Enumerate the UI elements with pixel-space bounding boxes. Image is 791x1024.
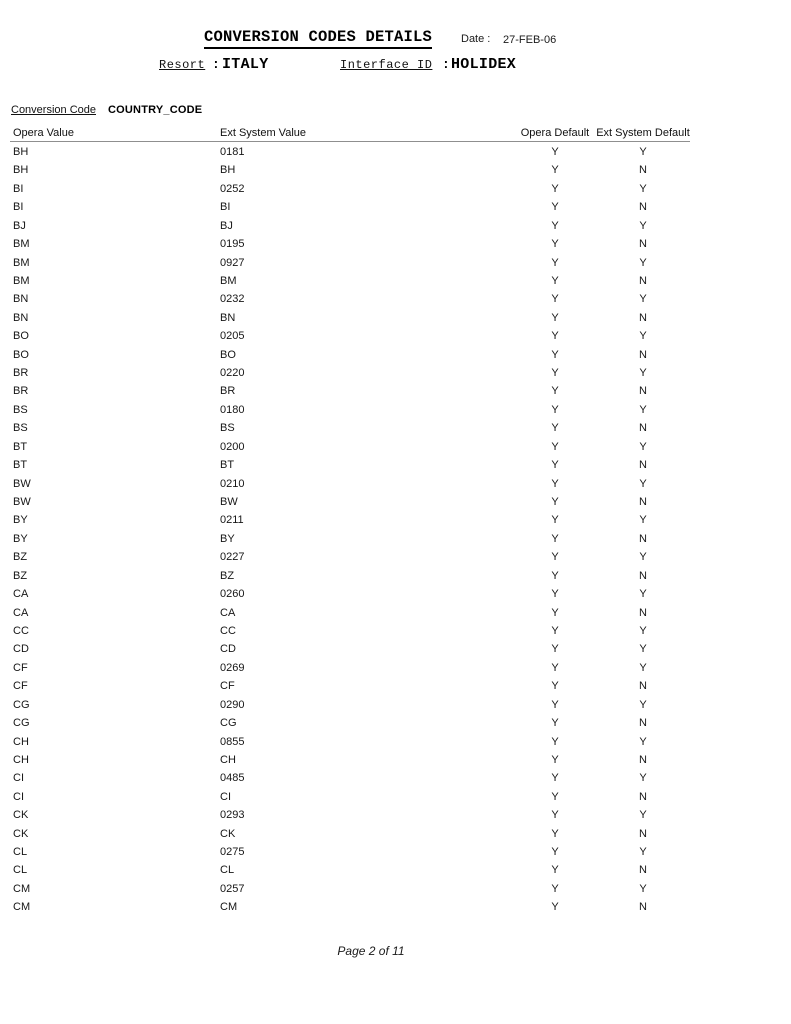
ext-system-default-cell: N bbox=[639, 164, 647, 177]
ext-system-default-cell: Y bbox=[639, 146, 647, 158]
ext-system-default-cell: Y bbox=[639, 624, 647, 637]
table-row bbox=[0, 659, 791, 677]
opera-value-cell: CG bbox=[13, 717, 30, 730]
table-row bbox=[0, 143, 791, 161]
opera-value-cell: CA bbox=[13, 588, 29, 601]
table-row bbox=[0, 382, 791, 400]
opera-default-cell: Y bbox=[551, 422, 559, 435]
opera-default-cell: Y bbox=[551, 514, 559, 527]
opera-default-cell: Y bbox=[551, 477, 559, 490]
ext-system-value-cell: CK bbox=[220, 827, 236, 840]
opera-value-cell: CD bbox=[13, 643, 29, 656]
table-row bbox=[0, 861, 791, 879]
opera-value-cell: BJ bbox=[13, 219, 26, 232]
ext-system-default-cell: N bbox=[639, 459, 647, 472]
ext-system-value-cell: 0232 bbox=[220, 293, 245, 306]
resort-value: ITALY bbox=[222, 56, 269, 73]
table-row bbox=[0, 640, 791, 658]
ext-system-default-cell: Y bbox=[639, 551, 647, 564]
ext-system-value-cell: 0260 bbox=[220, 588, 245, 601]
resort-colon: : bbox=[212, 57, 220, 72]
opera-default-cell: Y bbox=[551, 219, 559, 232]
ext-system-value-cell: 0290 bbox=[220, 698, 245, 711]
ext-system-value-cell: BS bbox=[220, 422, 235, 435]
table-row bbox=[0, 530, 791, 548]
ext-system-value-cell: BT bbox=[220, 459, 235, 472]
ext-system-default-cell: Y bbox=[639, 698, 647, 711]
opera-value-cell: CL bbox=[13, 846, 28, 859]
opera-value-cell: CG bbox=[13, 698, 30, 711]
table-row bbox=[0, 290, 791, 308]
opera-value-cell: BZ bbox=[13, 569, 28, 582]
ext-system-default-cell: Y bbox=[639, 256, 647, 269]
table-row bbox=[0, 567, 791, 585]
opera-default-cell: Y bbox=[551, 330, 559, 343]
opera-value-cell: BT bbox=[13, 440, 28, 453]
opera-value-cell: CK bbox=[13, 827, 29, 840]
ext-system-default-cell: Y bbox=[639, 735, 647, 748]
table-row bbox=[0, 217, 791, 235]
ext-system-default-cell: Y bbox=[639, 219, 647, 232]
opera-value-cell: BI bbox=[13, 201, 24, 214]
page-title: CONVERSION CODES DETAILS bbox=[204, 29, 432, 49]
opera-default-cell: Y bbox=[551, 551, 559, 564]
opera-default-cell: Y bbox=[551, 201, 559, 214]
opera-default-cell: Y bbox=[551, 864, 559, 877]
opera-default-cell: Y bbox=[551, 790, 559, 803]
ext-system-value-cell: 0293 bbox=[220, 809, 245, 822]
opera-default-cell: Y bbox=[551, 846, 559, 859]
opera-default-cell: Y bbox=[551, 293, 559, 306]
opera-value-cell: CA bbox=[13, 606, 29, 619]
ext-system-value-cell: 0200 bbox=[220, 440, 245, 453]
ext-system-value-cell: BI bbox=[220, 201, 231, 214]
ext-system-default-cell: N bbox=[639, 790, 647, 803]
table-row bbox=[0, 714, 791, 732]
resort-label: Resort bbox=[159, 58, 206, 72]
table-row bbox=[0, 806, 791, 824]
interface-id-label: Interface ID bbox=[340, 58, 433, 72]
table-row bbox=[0, 788, 791, 806]
column-header-opera-default: Opera Default bbox=[520, 127, 590, 139]
opera-value-cell: BN bbox=[13, 311, 29, 324]
opera-value-cell: CC bbox=[13, 624, 29, 637]
ext-system-value-cell: BH bbox=[220, 164, 236, 177]
ext-system-default-cell: N bbox=[639, 864, 647, 877]
ext-system-default-cell: N bbox=[639, 201, 647, 214]
opera-default-cell: Y bbox=[551, 238, 559, 251]
ext-system-value-cell: CC bbox=[220, 624, 236, 637]
opera-default-cell: Y bbox=[551, 311, 559, 324]
date-label: Date : bbox=[461, 33, 491, 45]
ext-system-default-cell: Y bbox=[639, 643, 647, 656]
opera-default-cell: Y bbox=[551, 624, 559, 637]
opera-default-cell: Y bbox=[551, 643, 559, 656]
opera-default-cell: Y bbox=[551, 680, 559, 693]
opera-default-cell: Y bbox=[551, 146, 559, 158]
opera-default-cell: Y bbox=[551, 717, 559, 730]
ext-system-default-cell: Y bbox=[639, 661, 647, 674]
ext-system-default-cell: N bbox=[639, 606, 647, 619]
opera-value-cell: BZ bbox=[13, 551, 28, 564]
ext-system-default-cell: Y bbox=[639, 293, 647, 306]
opera-default-cell: Y bbox=[551, 256, 559, 269]
interface-id-colon: : bbox=[442, 57, 450, 72]
opera-default-cell: Y bbox=[551, 348, 559, 361]
column-header-ext-system-default: Ext System Default bbox=[596, 127, 690, 139]
ext-system-default-cell: N bbox=[639, 753, 647, 766]
opera-default-cell: Y bbox=[551, 274, 559, 287]
ext-system-default-cell: N bbox=[639, 532, 647, 545]
table-body bbox=[0, 143, 791, 917]
opera-value-cell: CH bbox=[13, 753, 29, 766]
column-header-ext-system-value: Ext System Value bbox=[220, 127, 306, 139]
opera-default-cell: Y bbox=[551, 569, 559, 582]
page-number: Page 2 of 11 bbox=[337, 944, 405, 958]
ext-system-default-cell: Y bbox=[639, 882, 647, 895]
table-row bbox=[0, 419, 791, 437]
ext-system-value-cell: BY bbox=[220, 532, 235, 545]
opera-value-cell: BO bbox=[13, 348, 29, 361]
opera-value-cell: CI bbox=[13, 772, 24, 785]
ext-system-value-cell: 0269 bbox=[220, 661, 245, 674]
table-row bbox=[0, 880, 791, 898]
table-row bbox=[0, 272, 791, 290]
ext-system-default-cell: N bbox=[639, 348, 647, 361]
opera-value-cell: BN bbox=[13, 293, 29, 306]
opera-default-cell: Y bbox=[551, 588, 559, 601]
table-row bbox=[0, 769, 791, 787]
ext-system-value-cell: BN bbox=[220, 311, 236, 324]
interface-id-value: HOLIDEX bbox=[451, 56, 517, 73]
ext-system-value-cell: 0220 bbox=[220, 367, 245, 380]
ext-system-value-cell: 0257 bbox=[220, 882, 245, 895]
opera-value-cell: BR bbox=[13, 385, 29, 398]
ext-system-value-cell: BW bbox=[220, 496, 238, 509]
ext-system-default-cell: Y bbox=[639, 772, 647, 785]
opera-value-cell: CH bbox=[13, 735, 29, 748]
ext-system-value-cell: 0927 bbox=[220, 256, 245, 269]
ext-system-default-cell: N bbox=[639, 422, 647, 435]
ext-system-default-cell: Y bbox=[639, 440, 647, 453]
table-row bbox=[0, 180, 791, 198]
ext-system-value-cell: 0275 bbox=[220, 846, 245, 859]
ext-system-default-cell: Y bbox=[639, 846, 647, 859]
opera-value-cell: BT bbox=[13, 459, 28, 472]
ext-system-value-cell: BJ bbox=[220, 219, 233, 232]
ext-system-default-cell: Y bbox=[639, 330, 647, 343]
conversion-code-value: COUNTRY_CODE bbox=[108, 104, 203, 116]
table-row bbox=[0, 548, 791, 566]
ext-system-value-cell: CI bbox=[220, 790, 231, 803]
ext-system-default-cell: N bbox=[639, 827, 647, 840]
ext-system-default-cell: N bbox=[639, 274, 647, 287]
ext-system-default-cell: N bbox=[639, 385, 647, 398]
ext-system-default-cell: Y bbox=[639, 809, 647, 822]
table-row bbox=[0, 733, 791, 751]
conversion-code-label: Conversion Code bbox=[11, 104, 96, 116]
ext-system-value-cell: BM bbox=[220, 274, 237, 287]
opera-value-cell: CM bbox=[13, 901, 31, 914]
table-row bbox=[0, 364, 791, 382]
table-row bbox=[0, 254, 791, 272]
ext-system-value-cell: 0855 bbox=[220, 735, 245, 748]
ext-system-default-cell: Y bbox=[639, 182, 647, 195]
opera-default-cell: Y bbox=[551, 164, 559, 177]
opera-value-cell: CI bbox=[13, 790, 24, 803]
table-row bbox=[0, 438, 791, 456]
opera-default-cell: Y bbox=[551, 440, 559, 453]
table-row bbox=[0, 677, 791, 695]
opera-value-cell: CM bbox=[13, 882, 31, 895]
opera-default-cell: Y bbox=[551, 882, 559, 895]
ext-system-default-cell: Y bbox=[639, 403, 647, 416]
table-row bbox=[0, 327, 791, 345]
opera-value-cell: BW bbox=[13, 477, 31, 490]
table-row bbox=[0, 585, 791, 603]
opera-value-cell: BH bbox=[13, 146, 29, 158]
opera-default-cell: Y bbox=[551, 827, 559, 840]
opera-default-cell: Y bbox=[551, 772, 559, 785]
opera-default-cell: Y bbox=[551, 606, 559, 619]
table-row bbox=[0, 401, 791, 419]
opera-default-cell: Y bbox=[551, 753, 559, 766]
table-row bbox=[0, 825, 791, 843]
ext-system-default-cell: Y bbox=[639, 367, 647, 380]
opera-default-cell: Y bbox=[551, 532, 559, 545]
table-row bbox=[0, 456, 791, 474]
ext-system-value-cell: CL bbox=[220, 864, 235, 877]
ext-system-default-cell: N bbox=[639, 901, 647, 914]
ext-system-value-cell: CH bbox=[220, 753, 236, 766]
opera-value-cell: CF bbox=[13, 661, 28, 674]
opera-value-cell: BH bbox=[13, 164, 29, 177]
opera-value-cell: BM bbox=[13, 256, 30, 269]
table-row bbox=[0, 511, 791, 529]
table-row bbox=[0, 493, 791, 511]
table-header-rule bbox=[10, 141, 690, 142]
opera-default-cell: Y bbox=[551, 459, 559, 472]
ext-system-value-cell: 0485 bbox=[220, 772, 245, 785]
ext-system-value-cell: 0180 bbox=[220, 403, 245, 416]
table-row bbox=[0, 346, 791, 364]
opera-value-cell: BR bbox=[13, 367, 29, 380]
ext-system-value-cell: CM bbox=[220, 901, 238, 914]
table-row bbox=[0, 696, 791, 714]
opera-default-cell: Y bbox=[551, 385, 559, 398]
column-header-opera-value: Opera Value bbox=[13, 127, 74, 139]
ext-system-value-cell: 0227 bbox=[220, 551, 245, 564]
opera-default-cell: Y bbox=[551, 496, 559, 509]
opera-default-cell: Y bbox=[551, 661, 559, 674]
ext-system-default-cell: Y bbox=[639, 477, 647, 490]
ext-system-default-cell: N bbox=[639, 496, 647, 509]
opera-value-cell: BO bbox=[13, 330, 29, 343]
opera-value-cell: CL bbox=[13, 864, 28, 877]
table-row bbox=[0, 475, 791, 493]
ext-system-value-cell: CA bbox=[220, 606, 236, 619]
opera-default-cell: Y bbox=[551, 367, 559, 380]
opera-default-cell: Y bbox=[551, 698, 559, 711]
opera-value-cell: BY bbox=[13, 514, 28, 527]
opera-value-cell: BM bbox=[13, 274, 30, 287]
date-value: 27-FEB-06 bbox=[503, 34, 557, 46]
table-row bbox=[0, 604, 791, 622]
table-row bbox=[0, 898, 791, 916]
ext-system-value-cell: BZ bbox=[220, 569, 235, 582]
ext-system-value-cell: 0181 bbox=[220, 146, 245, 158]
opera-default-cell: Y bbox=[551, 809, 559, 822]
ext-system-value-cell: 0195 bbox=[220, 238, 245, 251]
ext-system-value-cell: CD bbox=[220, 643, 236, 656]
table-row bbox=[0, 843, 791, 861]
ext-system-value-cell: 0210 bbox=[220, 477, 245, 490]
table-row bbox=[0, 161, 791, 179]
ext-system-value-cell: CG bbox=[220, 717, 237, 730]
opera-value-cell: BM bbox=[13, 238, 30, 251]
opera-value-cell: CK bbox=[13, 809, 29, 822]
opera-value-cell: BI bbox=[13, 182, 24, 195]
opera-default-cell: Y bbox=[551, 735, 559, 748]
opera-value-cell: BY bbox=[13, 532, 28, 545]
ext-system-default-cell: N bbox=[639, 311, 647, 324]
table-row bbox=[0, 622, 791, 640]
opera-default-cell: Y bbox=[551, 403, 559, 416]
opera-default-cell: Y bbox=[551, 901, 559, 914]
table-row bbox=[0, 309, 791, 327]
opera-value-cell: CF bbox=[13, 680, 28, 693]
table-row bbox=[0, 235, 791, 253]
table-row bbox=[0, 751, 791, 769]
opera-value-cell: BW bbox=[13, 496, 31, 509]
table-row bbox=[0, 198, 791, 216]
ext-system-default-cell: Y bbox=[639, 514, 647, 527]
ext-system-value-cell: CF bbox=[220, 680, 235, 693]
ext-system-default-cell: N bbox=[639, 717, 647, 730]
ext-system-value-cell: 0252 bbox=[220, 182, 245, 195]
ext-system-value-cell: BO bbox=[220, 348, 236, 361]
opera-default-cell: Y bbox=[551, 182, 559, 195]
ext-system-value-cell: 0205 bbox=[220, 330, 245, 343]
ext-system-default-cell: N bbox=[639, 680, 647, 693]
opera-value-cell: BS bbox=[13, 422, 28, 435]
opera-value-cell: BS bbox=[13, 403, 28, 416]
ext-system-value-cell: BR bbox=[220, 385, 236, 398]
ext-system-default-cell: N bbox=[639, 569, 647, 582]
ext-system-default-cell: N bbox=[639, 238, 647, 251]
ext-system-value-cell: 0211 bbox=[220, 514, 244, 527]
ext-system-default-cell: Y bbox=[639, 588, 647, 601]
